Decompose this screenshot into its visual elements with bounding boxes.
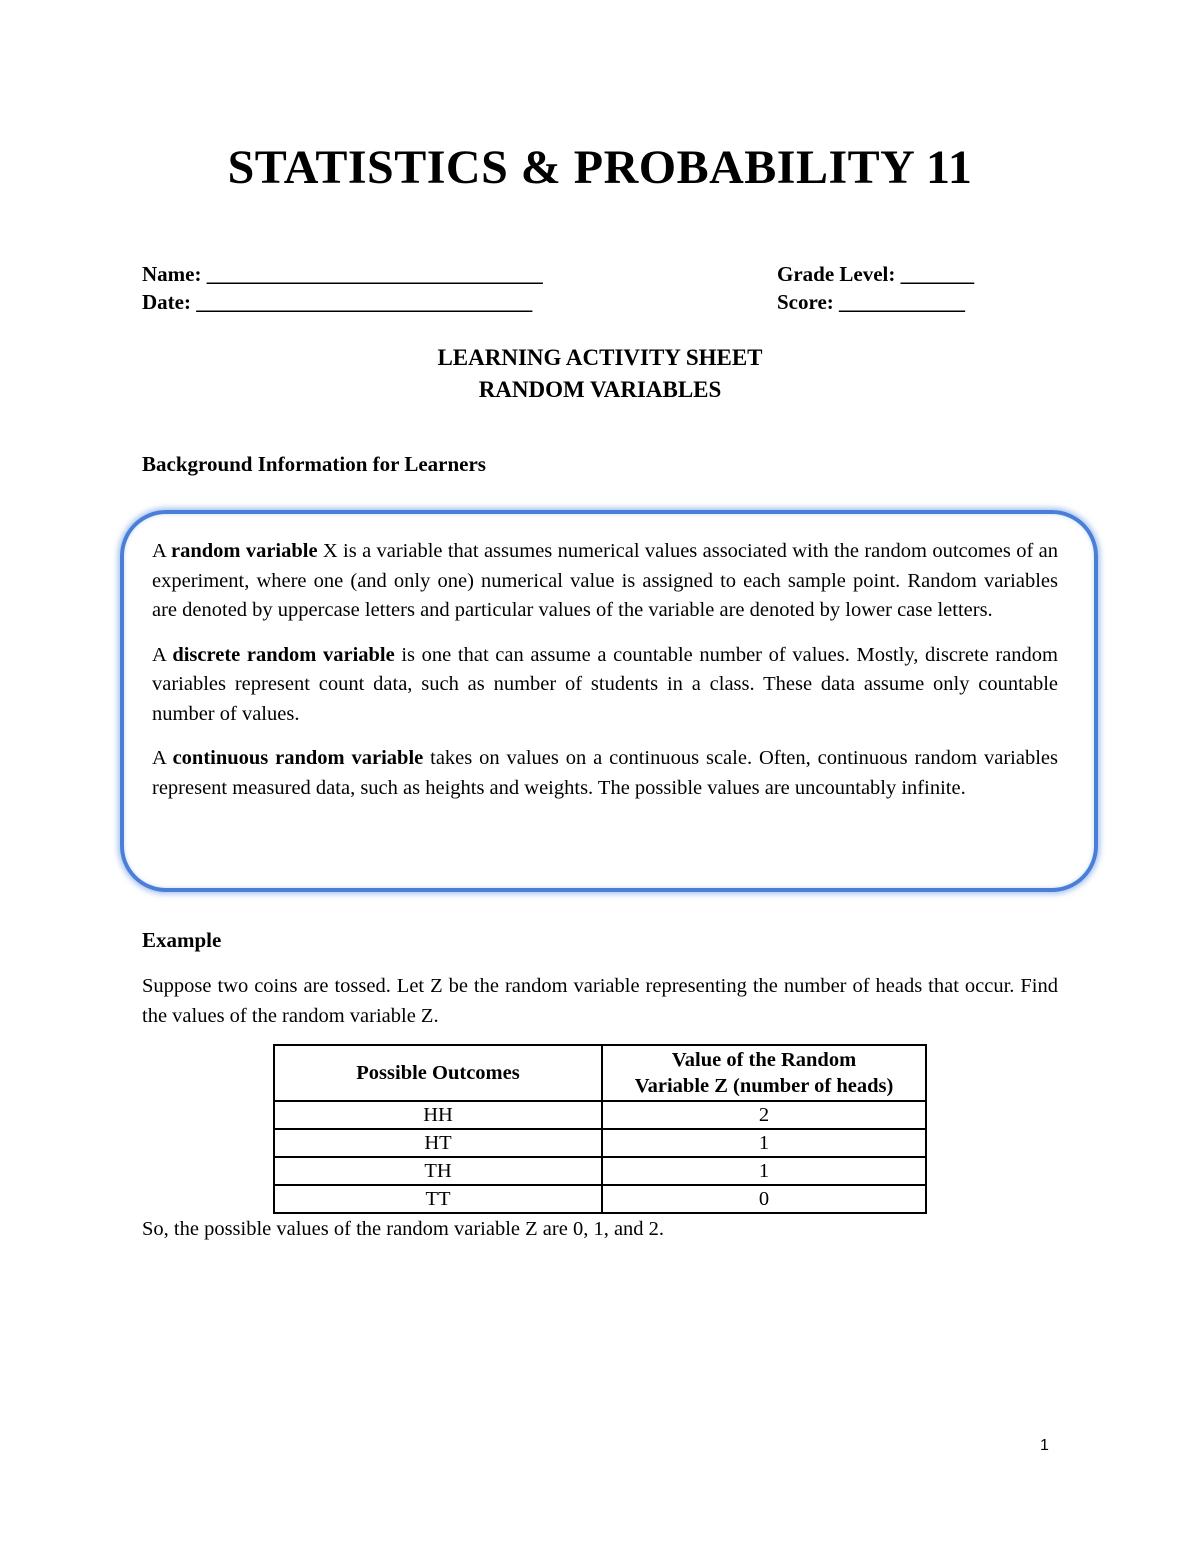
background-heading: Background Information for Learners <box>142 452 486 476</box>
example-text: Suppose two coins are tossed. Let Z be the random variable representing the number of heads that occur. Find the values of the random variable Z. <box>142 975 1058 1027</box>
score-blank: ____________ <box>839 290 966 314</box>
grade-level-blank: _______ <box>900 262 975 286</box>
grade-level-label: Grade Level: <box>777 262 896 286</box>
col-header-outcomes: Possible Outcomes <box>274 1045 602 1101</box>
outcome-cell: TH <box>274 1157 602 1185</box>
continuous-random-variable-definition: A continuous random variable takes on values on a continuous scale. Often, continuous random variables represent measured data, such as heights and weights. The possible values are uncountably infinite. <box>152 747 1058 799</box>
example-conclusion: So, the possible values of the random variable Z are 0, 1, and 2. <box>142 1218 665 1240</box>
outcome-cell: TT <box>274 1185 602 1213</box>
value-cell: 1 <box>602 1129 926 1157</box>
sheet-heading-line1: LEARNING ACTIVITY SHEET <box>437 345 763 370</box>
continuous-random-variable-term: continuous random variable <box>172 747 424 769</box>
random-variable-term: random variable <box>171 540 318 562</box>
value-cell: 2 <box>602 1101 926 1129</box>
discrete-random-variable-term: discrete random variable <box>172 643 395 666</box>
date-blank: ________________________________ <box>196 290 533 314</box>
value-cell: 1 <box>602 1157 926 1185</box>
grade-level-field <box>777 262 974 287</box>
score-label: Score: <box>777 290 834 314</box>
page-number: 1 <box>1040 1437 1049 1454</box>
name-blank: ________________________________ <box>206 262 543 286</box>
outcomes-table <box>273 1044 927 1214</box>
table-row <box>274 1185 926 1213</box>
outcome-cell: HT <box>274 1129 602 1157</box>
table-header-row <box>274 1045 926 1101</box>
sheet-heading-line2: RANDOM VARIABLES <box>478 377 722 402</box>
score-field <box>777 290 965 315</box>
table-row <box>274 1129 926 1157</box>
definition-content <box>152 537 1058 803</box>
date-label: Date: <box>142 290 191 314</box>
value-cell: 0 <box>602 1185 926 1213</box>
name-field <box>142 262 543 287</box>
discrete-random-variable-definition: A discrete random variable is one that can assume a countable number of values. Mostly, discrete random variables represent count data, such as number of students in a class. These data assume only countable number of values. <box>152 643 1058 725</box>
outcome-cell: HH <box>274 1101 602 1129</box>
name-label: Name: <box>142 262 202 286</box>
example-heading: Example <box>142 928 222 952</box>
col-header-value: Value of the Random Variable Z (number of heads) <box>602 1045 926 1101</box>
table-row <box>274 1101 926 1129</box>
date-field <box>142 290 532 315</box>
page-title: STATISTICS & PROBABILITY 11 <box>227 141 973 194</box>
random-variable-definition: A random variable X is a variable that assumes numerical values associated with the random outcomes of an experiment, where one (and only one) numerical value is assigned to each sample point. Random variables are denoted by uppercase letters and particular values of the variable are denoted by lower case letters. <box>152 540 1058 621</box>
table-row <box>274 1157 926 1185</box>
